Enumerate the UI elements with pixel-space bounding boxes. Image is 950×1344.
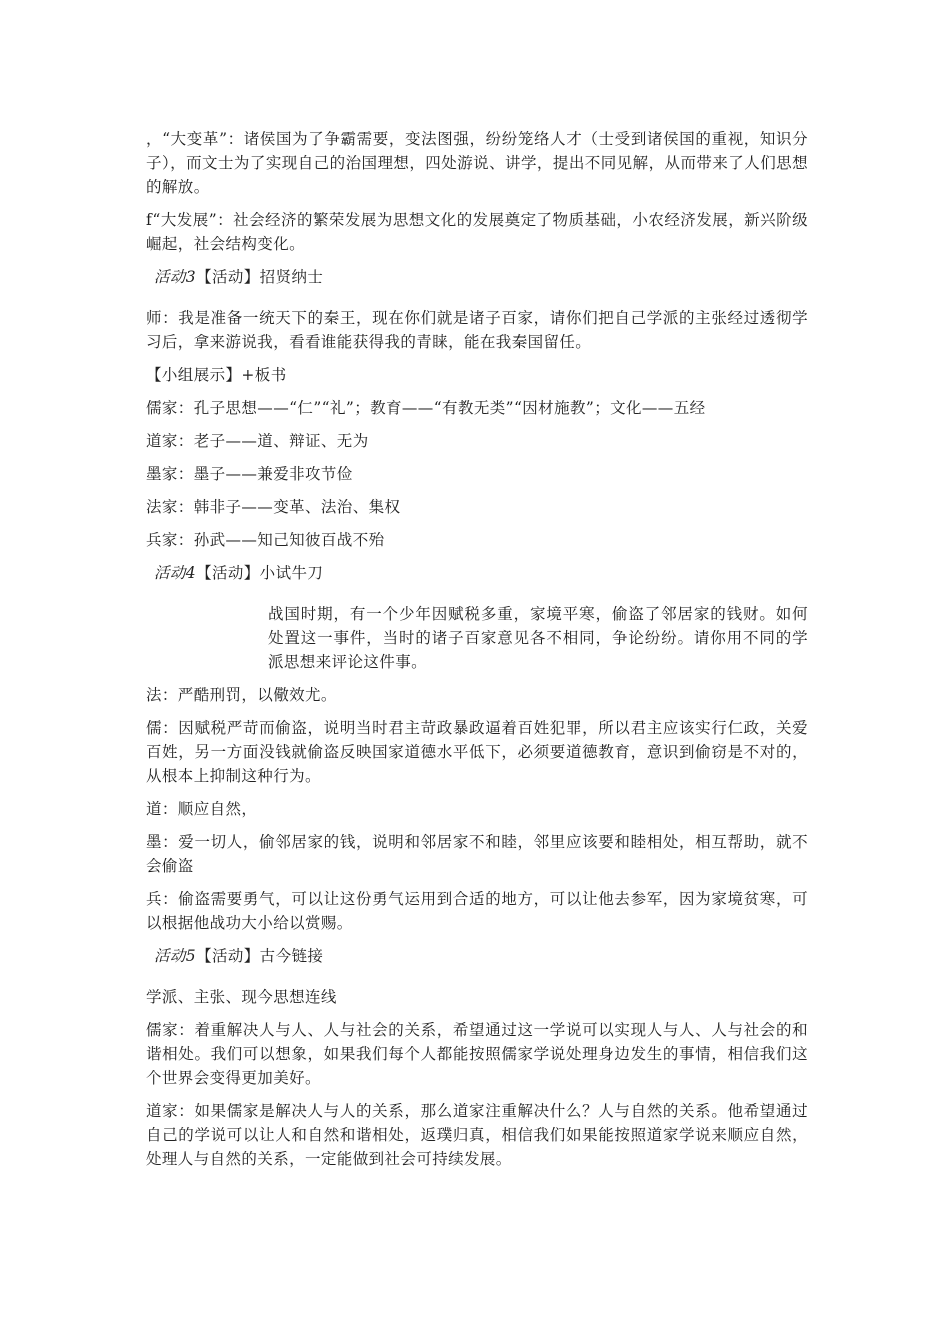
activity-3-heading bbox=[154, 265, 808, 289]
school-daoist: 道家：老子——道、辩证、无为 bbox=[146, 432, 369, 450]
activity-5-number: 活动5 bbox=[154, 947, 197, 965]
paragraph-teacher-prompt: 师：我是准备一统天下的秦王，现在你们就是诸子百家，请你们把自己学派的主张经过透彻学习后，拿来游说我，看看谁能获得我的青睐，能在我秦国留任。 bbox=[146, 309, 808, 351]
paragraph-group-show: 【小组展示】+板书 bbox=[146, 366, 287, 384]
activity-3-number: 活动3 bbox=[154, 268, 197, 286]
answer-military: 兵：偷盗需要勇气，可以让这份勇气运用到合适的地方，可以让他去参军，因为家境贫寒，可以根据他战功大小给以赏赐。 bbox=[146, 890, 808, 932]
paragraph-link-task: 学派、主张、现今思想连线 bbox=[146, 988, 337, 1006]
answer-daoist: 道：顺应自然， bbox=[146, 800, 258, 818]
activity-4-number: 活动4 bbox=[154, 564, 197, 582]
school-confucian: 儒家：孔子思想——“仁”“礼”；教育——“有教无类”“因材施教”；文化——五经 bbox=[146, 399, 706, 417]
answer-mohist: 墨：爱一切人，偷邻居家的钱，说明和邻居家不和睦，邻里应该要和睦相处，相互帮助，就不会偷盗 bbox=[146, 833, 808, 875]
paragraph-daoist-today: 道家：如果儒家是解决人与人的关系，那么道家注重解决什么？人与自然的关系。他希望通过自己的学说可以让人和自然和谐相处，返璞归真，相信我们如果能按照道家学说来顺应自然，处理人与自然的关系，一定能做到社会可持续发展。 bbox=[146, 1102, 808, 1168]
activity-5-title: 【活动】古今链接 bbox=[196, 947, 324, 965]
school-mohist: 墨家：墨子——兼爱非攻节俭 bbox=[146, 465, 353, 483]
activity-3-title: 【活动】招贤纳士 bbox=[196, 268, 324, 286]
activity-5-heading bbox=[154, 944, 808, 968]
paragraph-great-development: f“大发展”：社会经济的繁荣发展为思想文化的发展奠定了物质基础，小农经济发展，新兴阶级崛起，社会结构变化。 bbox=[146, 211, 808, 253]
answer-legalist: 法：严酷刑罚，以儆效尤。 bbox=[146, 686, 337, 704]
school-legalist: 法家：韩非子——变革、法治、集权 bbox=[146, 498, 401, 516]
activity-4-title: 【活动】小试牛刀 bbox=[196, 564, 324, 582]
paragraph-scenario: 战国时期，有一个少年因赋税多重，家境平寒，偷盗了邻居家的钱财。如何处置这一事件，当时的诸子百家意见各不相同，争论纷纷。请你用不同的学派思想来评论这件事。 bbox=[268, 605, 808, 671]
document-body bbox=[146, 127, 808, 1180]
activity-4-heading bbox=[154, 561, 808, 585]
answer-confucian: 儒：因赋税严苛而偷盗，说明当时君主苛政暴政逼着百姓犯罪，所以君主应该实行仁政，关爱百姓，另一方面没钱就偷盗反映国家道德水平低下，必须要道德教育，意识到偷窃是不对的，从根本上抑制这种行为。 bbox=[146, 719, 808, 785]
school-military: 兵家：孙武——知己知彼百战不殆 bbox=[146, 531, 385, 549]
paragraph-confucian-today: 儒家：着重解决人与人、人与社会的关系，希望通过这一学说可以实现人与人、人与社会的和谐相处。我们可以想象，如果我们每个人都能按照儒家学说处理身边发生的事情，相信我们这个世界会变得更加美好。 bbox=[146, 1021, 808, 1087]
paragraph-great-reform: ，“大变革”：诸侯国为了争霸需要，变法图强，纷纷笼络人才（士受到诸侯国的重视，知识分子），而文士为了实现自己的治国理想，四处游说、讲学，提出不同见解，从而带来了人们思想的解放。 bbox=[146, 130, 808, 196]
